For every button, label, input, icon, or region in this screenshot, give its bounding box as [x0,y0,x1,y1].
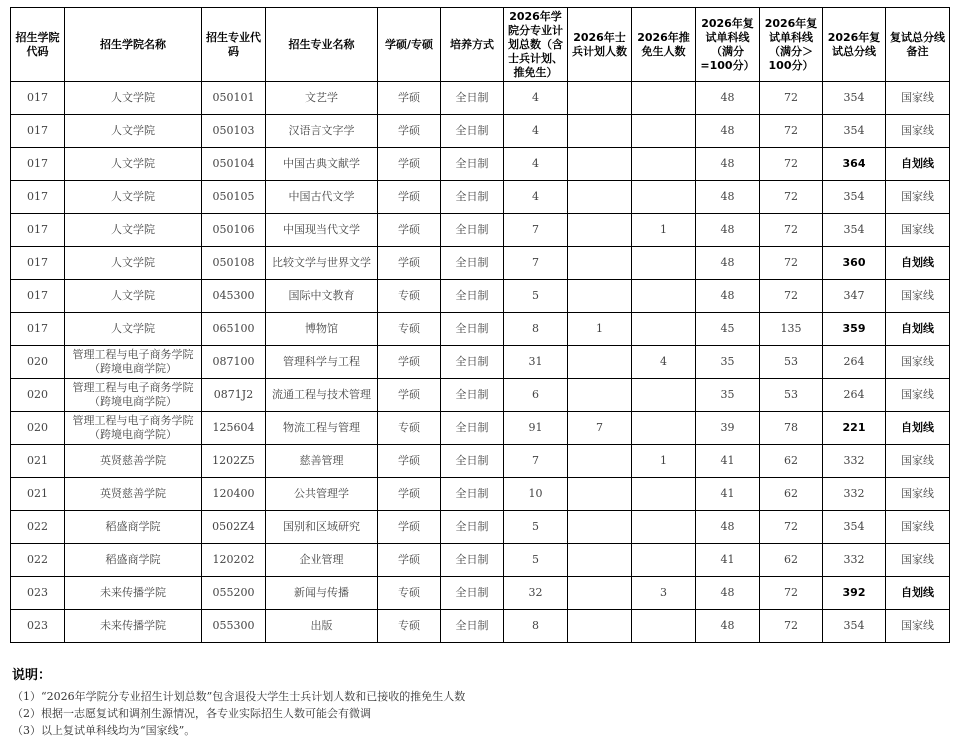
cell-major-code: 087100 [202,346,266,379]
cell-major-name: 出版 [266,610,378,643]
cell-total-line: 354 [823,610,886,643]
header-major-name: 招生专业名称 [266,8,378,82]
cell-total-line: 354 [823,511,886,544]
cell-single-line-100: 48 [696,214,760,247]
cell-total-line-note: 国家线 [886,445,950,478]
cell-soldier-plan [568,445,632,478]
table-body [11,82,950,643]
cell-major-code: 045300 [202,280,266,313]
cell-college-name: 管理工程与电子商务学院（跨境电商学院） [65,379,202,412]
cell-college-name: 英贤慈善学院 [65,478,202,511]
cell-single-line-100: 48 [696,247,760,280]
cell-degree-type: 学硕 [378,115,441,148]
cell-major-name: 中国现当代文学 [266,214,378,247]
cell-single-line-over-100: 62 [760,544,823,577]
cell-study-mode: 全日制 [441,412,504,445]
cell-major-name: 汉语言文字学 [266,115,378,148]
cell-major-code: 125604 [202,412,266,445]
cell-total-line-note: 国家线 [886,610,950,643]
header-single-line-over-100: 2026年复试单科线（满分＞100分） [760,8,823,82]
cell-total-line-note: 国家线 [886,478,950,511]
cell-study-mode: 全日制 [441,445,504,478]
header-total-line: 2026年复试总分线 [823,8,886,82]
cell-exempt-count [632,181,696,214]
cell-college-code: 017 [11,214,65,247]
cell-total-line: 332 [823,544,886,577]
cell-college-name: 人文学院 [65,313,202,346]
table-row [11,82,950,115]
cell-major-name: 物流工程与管理 [266,412,378,445]
cell-exempt-count [632,313,696,346]
cell-degree-type: 学硕 [378,379,441,412]
cell-soldier-plan [568,280,632,313]
table-row [11,346,950,379]
cell-major-name: 企业管理 [266,544,378,577]
cell-major-code: 065100 [202,313,266,346]
cell-soldier-plan: 1 [568,313,632,346]
table-row [11,313,950,346]
cell-soldier-plan [568,148,632,181]
cell-single-line-over-100: 72 [760,280,823,313]
cell-college-name: 人文学院 [65,115,202,148]
cell-degree-type: 专硕 [378,577,441,610]
cell-single-line-100: 41 [696,544,760,577]
cell-college-name: 英贤慈善学院 [65,445,202,478]
cell-exempt-count [632,412,696,445]
cell-soldier-plan [568,82,632,115]
cell-total-line: 364 [823,148,886,181]
note-line-3: （3）以上复试单科线均为“国家线”。 [12,724,196,737]
cell-college-code: 017 [11,181,65,214]
note-line-1: （1）“2026年学院分专业招生计划总数”包含退役大学生士兵计划人数和已接收的推免生人数 [12,690,466,703]
cell-study-mode: 全日制 [441,82,504,115]
cell-single-line-over-100: 53 [760,379,823,412]
cell-total-line: 359 [823,313,886,346]
cell-exempt-count [632,379,696,412]
cell-study-mode: 全日制 [441,247,504,280]
cell-total-line: 332 [823,478,886,511]
cell-total-line: 354 [823,115,886,148]
cell-soldier-plan [568,610,632,643]
cell-college-name: 稻盛商学院 [65,511,202,544]
cell-soldier-plan [568,115,632,148]
cell-plan-total: 6 [504,379,568,412]
cell-study-mode: 全日制 [441,379,504,412]
cell-degree-type: 学硕 [378,82,441,115]
cell-plan-total: 4 [504,181,568,214]
cell-total-line-note: 国家线 [886,544,950,577]
cell-major-name: 比较文学与世界文学 [266,247,378,280]
cell-soldier-plan [568,379,632,412]
header-study-mode: 培养方式 [441,8,504,82]
cell-single-line-100: 48 [696,82,760,115]
cell-degree-type: 学硕 [378,445,441,478]
cell-plan-total: 8 [504,610,568,643]
cell-major-code: 120400 [202,478,266,511]
cell-plan-total: 5 [504,511,568,544]
cell-total-line-note: 国家线 [886,280,950,313]
cell-major-name: 中国古代文学 [266,181,378,214]
cell-college-code: 021 [11,445,65,478]
cell-single-line-100: 41 [696,478,760,511]
cell-major-code: 050103 [202,115,266,148]
cell-total-line-note: 自划线 [886,247,950,280]
cell-major-code: 1202Z5 [202,445,266,478]
cell-total-line: 354 [823,214,886,247]
header-single-line-100: 2026年复试单科线（满分=100分） [696,8,760,82]
cell-plan-total: 7 [504,247,568,280]
cell-soldier-plan [568,214,632,247]
cell-major-code: 050101 [202,82,266,115]
cell-total-line-note: 国家线 [886,214,950,247]
cell-total-line-note: 国家线 [886,115,950,148]
cell-college-name: 人文学院 [65,214,202,247]
table-row [11,511,950,544]
cell-single-line-100: 41 [696,445,760,478]
cell-total-line-note: 自划线 [886,313,950,346]
notes-section [12,664,952,739]
cell-college-code: 020 [11,379,65,412]
cell-college-name: 人文学院 [65,181,202,214]
cell-major-code: 050108 [202,247,266,280]
cell-total-line-note: 国家线 [886,82,950,115]
cell-exempt-count [632,82,696,115]
cell-college-code: 017 [11,313,65,346]
cell-total-line-note: 自划线 [886,412,950,445]
cell-major-name: 慈善管理 [266,445,378,478]
cell-plan-total: 7 [504,445,568,478]
cell-single-line-100: 48 [696,148,760,181]
cell-soldier-plan [568,346,632,379]
note-line-2: （2）根据一志愿复试和调剂生源情况，各专业实际招生人数可能会有微调 [12,707,371,720]
cell-college-code: 021 [11,478,65,511]
cell-college-name: 管理工程与电子商务学院（跨境电商学院） [65,346,202,379]
cell-college-code: 020 [11,412,65,445]
cell-college-code: 017 [11,247,65,280]
cell-single-line-100: 48 [696,280,760,313]
cell-soldier-plan [568,511,632,544]
cell-college-code: 017 [11,148,65,181]
cell-total-line: 347 [823,280,886,313]
cell-degree-type: 学硕 [378,247,441,280]
cell-major-name: 文艺学 [266,82,378,115]
cell-degree-type: 学硕 [378,181,441,214]
cell-exempt-count: 4 [632,346,696,379]
cell-major-code: 050105 [202,181,266,214]
cell-study-mode: 全日制 [441,181,504,214]
cell-plan-total: 91 [504,412,568,445]
cell-single-line-over-100: 78 [760,412,823,445]
cell-total-line-note: 自划线 [886,577,950,610]
cell-college-code: 017 [11,82,65,115]
cell-major-name: 博物馆 [266,313,378,346]
table-row [11,610,950,643]
cell-single-line-100: 48 [696,511,760,544]
cell-total-line: 221 [823,412,886,445]
cell-degree-type: 学硕 [378,511,441,544]
cell-single-line-100: 35 [696,379,760,412]
cell-college-name: 未来传播学院 [65,610,202,643]
cell-plan-total: 8 [504,313,568,346]
cell-major-code: 050104 [202,148,266,181]
cell-single-line-over-100: 72 [760,247,823,280]
table-row [11,544,950,577]
header-row [11,8,950,82]
cell-total-line-note: 国家线 [886,511,950,544]
cell-college-code: 022 [11,544,65,577]
cell-exempt-count [632,544,696,577]
cell-single-line-over-100: 62 [760,478,823,511]
table-row [11,247,950,280]
cell-college-code: 023 [11,610,65,643]
cell-total-line-note: 国家线 [886,181,950,214]
table-row [11,445,950,478]
table-row [11,214,950,247]
cell-total-line: 354 [823,181,886,214]
cell-exempt-count [632,280,696,313]
cell-single-line-100: 48 [696,577,760,610]
cell-major-name: 国别和区域研究 [266,511,378,544]
cell-exempt-count: 3 [632,577,696,610]
cell-study-mode: 全日制 [441,478,504,511]
cell-college-name: 人文学院 [65,280,202,313]
cell-total-line-note: 国家线 [886,379,950,412]
cell-major-name: 中国古典文献学 [266,148,378,181]
cell-major-name: 管理科学与工程 [266,346,378,379]
cell-study-mode: 全日制 [441,544,504,577]
cell-soldier-plan [568,544,632,577]
cell-single-line-100: 45 [696,313,760,346]
cell-plan-total: 4 [504,82,568,115]
cell-study-mode: 全日制 [441,214,504,247]
cell-degree-type: 学硕 [378,214,441,247]
cell-major-code: 050106 [202,214,266,247]
cell-degree-type: 学硕 [378,478,441,511]
cell-single-line-100: 48 [696,610,760,643]
cell-single-line-over-100: 72 [760,214,823,247]
cell-total-line: 264 [823,379,886,412]
cell-degree-type: 专硕 [378,280,441,313]
cell-study-mode: 全日制 [441,280,504,313]
cell-major-code: 120202 [202,544,266,577]
table-row [11,379,950,412]
cell-plan-total: 4 [504,148,568,181]
cell-total-line: 360 [823,247,886,280]
cell-single-line-100: 35 [696,346,760,379]
cell-college-name: 管理工程与电子商务学院（跨境电商学院） [65,412,202,445]
cell-plan-total: 4 [504,115,568,148]
table-row [11,148,950,181]
cell-plan-total: 31 [504,346,568,379]
cell-college-code: 023 [11,577,65,610]
cell-study-mode: 全日制 [441,346,504,379]
header-soldier-plan: 2026年士兵计划人数 [568,8,632,82]
table-row [11,478,950,511]
cell-single-line-over-100: 72 [760,577,823,610]
cell-plan-total: 5 [504,280,568,313]
cell-college-name: 稻盛商学院 [65,544,202,577]
table-row [11,115,950,148]
cell-college-name: 人文学院 [65,148,202,181]
cell-plan-total: 10 [504,478,568,511]
header-total-line-note: 复试总分线备注 [886,8,950,82]
cell-exempt-count [632,478,696,511]
header-major-code: 招生专业代码 [202,8,266,82]
cell-single-line-over-100: 72 [760,181,823,214]
cell-exempt-count [632,148,696,181]
cell-college-name: 人文学院 [65,82,202,115]
cell-single-line-100: 48 [696,181,760,214]
notes-title: 说明： [12,668,52,683]
cell-single-line-over-100: 135 [760,313,823,346]
cell-degree-type: 专硕 [378,313,441,346]
cell-college-code: 020 [11,346,65,379]
cell-major-name: 国际中文教育 [266,280,378,313]
cell-study-mode: 全日制 [441,577,504,610]
cell-college-code: 022 [11,511,65,544]
cell-college-code: 017 [11,280,65,313]
cell-soldier-plan [568,247,632,280]
table-row [11,412,950,445]
cell-total-line: 264 [823,346,886,379]
table-row [11,280,950,313]
cell-study-mode: 全日制 [441,115,504,148]
cell-degree-type: 学硕 [378,148,441,181]
cell-college-code: 017 [11,115,65,148]
cell-major-name: 新闻与传播 [266,577,378,610]
cell-soldier-plan [568,577,632,610]
table-row [11,577,950,610]
cell-major-code: 055200 [202,577,266,610]
cell-major-name: 公共管理学 [266,478,378,511]
cell-single-line-over-100: 72 [760,511,823,544]
cell-exempt-count: 1 [632,445,696,478]
cell-total-line: 354 [823,82,886,115]
cell-degree-type: 学硕 [378,544,441,577]
cell-exempt-count [632,610,696,643]
header-plan-total: 2026年学院分专业计划总数（含士兵计划、推免生） [504,8,568,82]
cell-major-code: 0502Z4 [202,511,266,544]
cell-soldier-plan: 7 [568,412,632,445]
cell-single-line-over-100: 72 [760,115,823,148]
cell-college-name: 人文学院 [65,247,202,280]
cell-degree-type: 专硕 [378,610,441,643]
cell-major-code: 055300 [202,610,266,643]
cell-single-line-100: 48 [696,115,760,148]
cell-exempt-count: 1 [632,214,696,247]
cell-study-mode: 全日制 [441,511,504,544]
cell-total-line-note: 自划线 [886,148,950,181]
cell-single-line-over-100: 72 [760,610,823,643]
cell-exempt-count [632,511,696,544]
header-degree-type: 学硕/专硕 [378,8,441,82]
cell-major-name: 流通工程与技术管理 [266,379,378,412]
cell-single-line-over-100: 72 [760,82,823,115]
cell-exempt-count [632,247,696,280]
cell-college-name: 未来传播学院 [65,577,202,610]
cell-total-line-note: 国家线 [886,346,950,379]
cell-total-line: 332 [823,445,886,478]
cell-study-mode: 全日制 [441,313,504,346]
cell-exempt-count [632,115,696,148]
cell-plan-total: 32 [504,577,568,610]
cell-soldier-plan [568,181,632,214]
header-college-code: 招生学院代码 [11,8,65,82]
header-college-name: 招生学院名称 [65,8,202,82]
cell-plan-total: 5 [504,544,568,577]
cell-major-code: 0871J2 [202,379,266,412]
cell-single-line-over-100: 53 [760,346,823,379]
cell-plan-total: 7 [504,214,568,247]
cell-degree-type: 专硕 [378,412,441,445]
cell-total-line: 392 [823,577,886,610]
cell-soldier-plan [568,478,632,511]
cell-single-line-over-100: 72 [760,148,823,181]
header-exempt-count: 2026年推免生人数 [632,8,696,82]
cell-single-line-100: 39 [696,412,760,445]
cell-single-line-over-100: 62 [760,445,823,478]
cell-degree-type: 学硕 [378,346,441,379]
cell-study-mode: 全日制 [441,610,504,643]
cell-study-mode: 全日制 [441,148,504,181]
admission-score-table [10,7,950,643]
table-row [11,181,950,214]
